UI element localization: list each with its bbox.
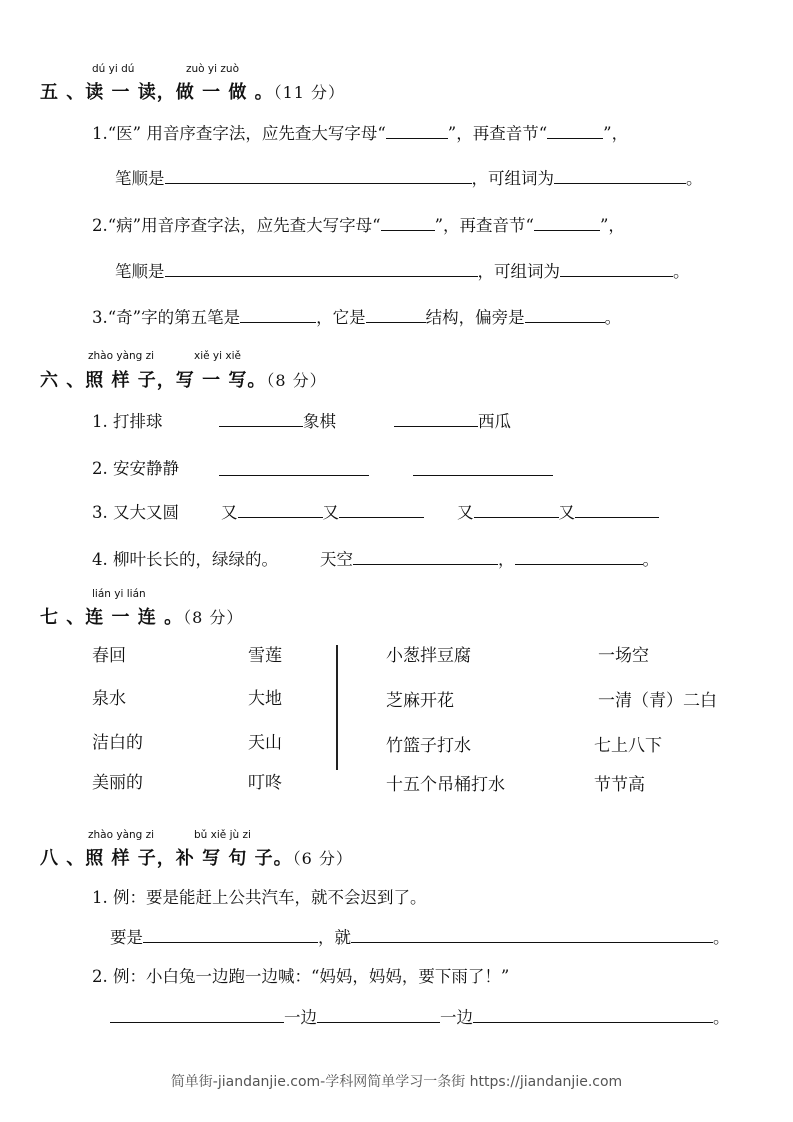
s7-col3-item4[interactable]: 十五个吊桶打水 xyxy=(386,775,505,795)
s7-col4-item2[interactable]: 一清（青）二白 xyxy=(598,691,717,711)
s5-q1-text-b: ”，再查音节“ xyxy=(447,124,548,143)
s8-q2-period: 。 xyxy=(713,1008,730,1027)
s5-q1-syllable-blank[interactable] xyxy=(547,124,603,139)
s5-q2-line2 xyxy=(115,258,690,282)
section5-score: （11 分） xyxy=(273,83,346,102)
s6-q3-blank2[interactable] xyxy=(339,503,424,518)
s7-col3-item1[interactable]: 小葱拌豆腐 xyxy=(386,646,471,666)
s5-q3-structure-blank[interactable] xyxy=(366,308,426,323)
s6-q4-blank2[interactable] xyxy=(515,550,643,565)
s6-q4-comma: ， xyxy=(498,550,515,569)
s8-q2-blank3[interactable] xyxy=(473,1008,713,1023)
s8-q1-answer xyxy=(110,924,730,948)
s6-q3-group2 xyxy=(457,499,659,523)
s5-q3-text-c: 结构，偏旁是 xyxy=(425,308,525,327)
s5-q1-text-a: 1.“医” 用音序查字法，应先查大写字母“ xyxy=(92,124,386,143)
s6-q2-blank2[interactable] xyxy=(413,461,553,476)
s5-q2-text-c: ”， xyxy=(599,216,625,235)
s7-col1-item1[interactable]: 春回 xyxy=(92,646,126,666)
s7-col3-item3[interactable]: 竹篮子打水 xyxy=(386,736,471,756)
s6-q3-label: 3. 又大又圆 xyxy=(92,503,179,522)
s5-q1-letter-blank[interactable] xyxy=(386,124,448,139)
s5-q1-stroke-blank[interactable] xyxy=(165,169,472,184)
s5-q3-line xyxy=(92,304,621,328)
s7-col1-item4[interactable]: 美丽的 xyxy=(92,773,143,793)
s8-q2-answer xyxy=(110,1004,730,1028)
s7-col3-item2[interactable]: 芝麻开花 xyxy=(386,691,454,711)
s8-q1-example: 1. 例：要是能赶上公共汽车，就不会迟到了。 xyxy=(92,888,427,907)
s5-q2-letter-blank[interactable] xyxy=(381,216,435,231)
s6-q3-you-2: 又 xyxy=(322,503,339,522)
footer-watermark: 简单街-jiandanjie.com-学科网简单学习一条街 https://jiandanjie.com xyxy=(170,1074,623,1090)
section5-title-text: 五 、读 一 读，做 一 做 。 xyxy=(40,82,274,103)
s8-q2-while2: 一边 xyxy=(440,1008,473,1027)
section5-pinyin-do: zuò yi zuò xyxy=(186,63,239,75)
s5-q2-syllable-blank[interactable] xyxy=(534,216,600,231)
section8-pinyin-follow: zhào yàng zi xyxy=(88,829,155,841)
s8-q2-while1: 一边 xyxy=(284,1008,317,1027)
section6-pinyin-follow: zhào yàng zi xyxy=(88,350,155,362)
s7-col4-item4[interactable]: 节节高 xyxy=(594,775,645,795)
s7-col2-item3[interactable]: 天山 xyxy=(248,733,282,753)
s6-q3-you-4: 又 xyxy=(558,503,575,522)
s8-q1-period: 。 xyxy=(713,928,730,947)
s6-q1-blank1[interactable] xyxy=(219,412,303,427)
s5-q1-line2 xyxy=(115,165,703,189)
s7-col2-item4[interactable]: 叮咚 xyxy=(248,773,282,793)
s6-q3-blank3[interactable] xyxy=(474,503,559,518)
s7-col1-item3[interactable]: 洁白的 xyxy=(92,733,143,753)
s6-q3-blank1[interactable] xyxy=(238,503,323,518)
s5-q3-stroke-blank[interactable] xyxy=(240,308,316,323)
section5-pinyin-read: dú yi dú xyxy=(92,63,135,75)
section6-pinyin-write: xiě yi xiě xyxy=(194,350,241,362)
s5-q2-text-f: 。 xyxy=(673,262,690,281)
section7-title-text: 七 、连 一 连 。 xyxy=(40,607,184,628)
section8-title xyxy=(40,844,353,870)
s6-q1-item2 xyxy=(394,408,511,432)
s5-q3-text-d: 。 xyxy=(604,308,622,327)
s7-col4-item1[interactable]: 一场空 xyxy=(598,646,649,666)
section6-title-text: 六 、照 样 子，写 一 写。 xyxy=(40,370,267,391)
s6-q2-blank1[interactable] xyxy=(219,461,369,476)
s5-q2-text-a: 2.“病”用音序查字法，应先查大写字母“ xyxy=(92,216,381,235)
s5-q3-text-b: ，它是 xyxy=(316,308,366,327)
section7-pinyin-connect: lián yi lián xyxy=(92,588,146,600)
s5-q1-text-c: ”， xyxy=(603,124,629,143)
s6-q1-item1 xyxy=(219,408,336,432)
s5-q1-text-f: 。 xyxy=(686,169,703,188)
s6-q4-sky: 天空 xyxy=(320,550,353,569)
s5-q2-text-d: 笔顺是 xyxy=(115,262,165,281)
s5-q2-text-b: ”，再查音节“ xyxy=(434,216,534,235)
s8-q2-example: 2. 例：小白兔一边跑一边喊：“妈妈，妈妈，要下雨了！” xyxy=(92,967,510,986)
s6-q3-you-3: 又 xyxy=(457,503,474,522)
section6-title xyxy=(40,366,327,392)
s8-q1-if: 要是 xyxy=(110,928,143,947)
section8-title-text: 八 、照 样 子，补 写 句 子。 xyxy=(40,848,293,869)
s6-q4-example: 4. 柳叶长长的，绿绿的。 xyxy=(92,550,278,569)
s6-q3-you-1: 又 xyxy=(221,503,238,522)
s6-q1-blank2[interactable] xyxy=(394,412,478,427)
s6-q1-label: 1. 打排球 xyxy=(92,412,163,431)
s8-q1-blank1[interactable] xyxy=(143,928,318,943)
s6-q4-blank1[interactable] xyxy=(353,550,498,565)
s6-q4-period: 。 xyxy=(642,550,659,569)
s7-col2-item1[interactable]: 雪莲 xyxy=(248,646,282,666)
s8-q2-blank2[interactable] xyxy=(317,1008,440,1023)
s5-q1-text-e: ，可组词为 xyxy=(471,169,554,188)
s5-q2-word-blank[interactable] xyxy=(560,262,673,277)
section7-title xyxy=(40,603,243,629)
s5-q3-text-a: 3.“奇”字的第五笔是 xyxy=(92,308,241,327)
s6-q2-label: 2. 安安静静 xyxy=(92,459,179,478)
s5-q3-radical-blank[interactable] xyxy=(525,308,605,323)
s6-q4-line xyxy=(92,546,659,570)
s5-q1-line1 xyxy=(92,120,628,144)
s6-q3-group1 xyxy=(221,499,424,523)
section8-score: （6 分） xyxy=(292,849,353,868)
s5-q1-word-blank[interactable] xyxy=(554,169,686,184)
s8-q1-then: ，就 xyxy=(318,928,351,947)
s7-col1-item2[interactable]: 泉水 xyxy=(92,689,126,709)
s7-divider xyxy=(336,645,338,770)
s8-q2-blank1[interactable] xyxy=(110,1008,284,1023)
section8-pinyin-complete: bǔ xiě jù zi xyxy=(194,829,251,841)
s6-q1-word-chess: 象棋 xyxy=(303,412,336,431)
s7-col4-item3[interactable]: 七上八下 xyxy=(594,736,662,756)
s8-q1-blank2[interactable] xyxy=(351,928,713,943)
s6-q1-word-melon: 西瓜 xyxy=(478,412,511,431)
section7-score: （8 分） xyxy=(183,608,244,627)
section6-score: （8 分） xyxy=(266,371,327,390)
s7-col2-item2[interactable]: 大地 xyxy=(248,689,282,709)
s5-q1-text-d: 笔顺是 xyxy=(115,169,165,188)
s5-q2-stroke-blank[interactable] xyxy=(165,262,478,277)
s5-q2-text-e: ，可组词为 xyxy=(477,262,560,281)
section5-title xyxy=(40,78,345,104)
s6-q3-blank4[interactable] xyxy=(575,503,659,518)
s5-q2-line1 xyxy=(92,212,625,236)
